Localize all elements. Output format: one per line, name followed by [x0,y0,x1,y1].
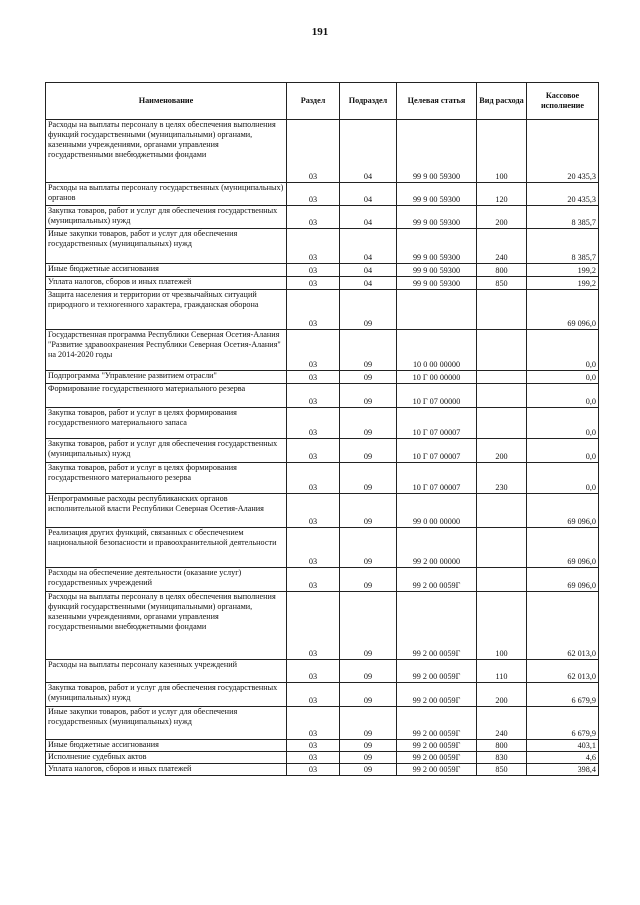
row-expense-type: 120 [477,183,527,206]
row-name: Защита населения и территории от чрезвычайных ситуаций природного и техногенного характера, гражданская оборона [46,290,287,330]
row-name: Расходы на выплаты персоналу в целях обеспечения выполнения функций государственными (муниципальными) органами, казенными учреждениями, органами управления государственными внебюджетными фондами [46,120,287,183]
row-subsection: 09 [340,752,397,764]
row-amount: 20 435,3 [527,183,599,206]
row-name: Иные бюджетные ассигнования [46,264,287,277]
row-subsection: 04 [340,229,397,264]
row-target-article: 99 9 00 59300 [397,277,477,290]
row-subsection: 09 [340,740,397,752]
table-row [46,408,599,439]
row-section: 03 [287,371,340,384]
row-amount: 69 096,0 [527,528,599,568]
row-subsection: 09 [340,592,397,660]
row-expense-type [477,330,527,371]
row-target-article: 10 Г 07 00007 [397,463,477,494]
row-subsection: 09 [340,463,397,494]
row-subsection: 09 [340,683,397,707]
row-amount: 69 096,0 [527,290,599,330]
row-section: 03 [287,408,340,439]
row-name: Иные бюджетные ассигнования [46,740,287,752]
row-amount: 20 435,3 [527,120,599,183]
table-row [46,528,599,568]
row-amount: 0,0 [527,439,599,463]
row-target-article [397,290,477,330]
row-amount: 0,0 [527,384,599,408]
row-name: Подпрограмма "Управление развитием отрасли" [46,371,287,384]
row-section: 03 [287,764,340,776]
row-amount: 0,0 [527,408,599,439]
row-name: Реализация других функций, связанных с обеспечением национальной безопасности и правоохранительной деятельности [46,528,287,568]
row-target-article: 99 9 00 59300 [397,183,477,206]
row-expense-type [477,371,527,384]
row-target-article: 10 Г 07 00007 [397,408,477,439]
row-target-article: 99 2 00 0059Г [397,683,477,707]
row-section: 03 [287,439,340,463]
row-target-article: 99 2 00 0059Г [397,568,477,592]
row-expense-type: 850 [477,277,527,290]
row-expense-type: 200 [477,439,527,463]
table-row [46,568,599,592]
header-subsection: Подраздел [340,83,397,120]
header-target-article: Целевая статья [397,83,477,120]
row-amount: 0,0 [527,371,599,384]
row-target-article: 10 Г 07 00007 [397,439,477,463]
row-subsection: 09 [340,290,397,330]
row-subsection: 09 [340,330,397,371]
row-amount: 69 096,0 [527,568,599,592]
header-expense-type: Вид расхода [477,83,527,120]
row-expense-type: 240 [477,707,527,740]
row-expense-type: 110 [477,660,527,683]
page-number: 191 [311,26,329,38]
row-name: Формирование государственного материального резерва [46,384,287,408]
row-amount: 8 385,7 [527,206,599,229]
row-expense-type: 850 [477,764,527,776]
table-row [46,120,599,183]
row-expense-type [477,528,527,568]
row-subsection: 09 [340,660,397,683]
row-amount: 0,0 [527,463,599,494]
row-target-article: 99 2 00 0059Г [397,752,477,764]
row-section: 03 [287,463,340,494]
row-expense-type: 800 [477,740,527,752]
row-name: Государственная программа Республики Северная Осетия-Алания "Развитие здравоохранения Республики Северная Осетия-Алания" на 2014-2020 годы [46,330,287,371]
row-target-article: 10 Г 00 00000 [397,371,477,384]
row-target-article: 99 2 00 00000 [397,528,477,568]
row-section: 03 [287,120,340,183]
row-amount: 6 679,9 [527,683,599,707]
table-row [46,494,599,528]
row-expense-type [477,568,527,592]
row-target-article: 10 0 00 00000 [397,330,477,371]
row-amount: 8 385,7 [527,229,599,264]
header-cash-execution: Кассовое исполнение [527,83,599,120]
table-row [46,764,599,776]
table-header-row [46,83,599,120]
row-name: Расходы на выплаты персоналу казенных учреждений [46,660,287,683]
row-amount: 62 013,0 [527,592,599,660]
row-subsection: 04 [340,183,397,206]
row-subsection: 04 [340,277,397,290]
row-target-article: 10 Г 07 00000 [397,384,477,408]
row-expense-type [477,494,527,528]
row-expense-type [477,290,527,330]
row-subsection: 09 [340,371,397,384]
row-amount: 199,2 [527,264,599,277]
row-amount: 0,0 [527,330,599,371]
row-section: 03 [287,264,340,277]
row-target-article: 99 9 00 59300 [397,229,477,264]
row-section: 03 [287,330,340,371]
row-subsection: 04 [340,120,397,183]
table-row [46,290,599,330]
row-subsection: 09 [340,764,397,776]
row-amount: 62 013,0 [527,660,599,683]
row-subsection: 09 [340,528,397,568]
row-expense-type [477,384,527,408]
table-row [46,277,599,290]
row-target-article: 99 9 00 59300 [397,206,477,229]
row-name: Расходы на обеспечение деятельности (оказание услуг) государственных учреждений [46,568,287,592]
row-target-article: 99 0 00 00000 [397,494,477,528]
row-subsection: 09 [340,384,397,408]
row-amount: 403,1 [527,740,599,752]
row-target-article: 99 9 00 59300 [397,264,477,277]
row-name: Уплата налогов, сборов и иных платежей [46,277,287,290]
row-amount: 199,2 [527,277,599,290]
row-section: 03 [287,494,340,528]
row-expense-type: 200 [477,683,527,707]
row-section: 03 [287,528,340,568]
row-name: Расходы на выплаты персоналу государственных (муниципальных) органов [46,183,287,206]
row-section: 03 [287,568,340,592]
row-expense-type: 100 [477,120,527,183]
row-expense-type: 200 [477,206,527,229]
row-name: Уплата налогов, сборов и иных платежей [46,764,287,776]
row-amount: 6 679,9 [527,707,599,740]
row-target-article: 99 2 00 0059Г [397,660,477,683]
row-expense-type: 830 [477,752,527,764]
row-expense-type: 800 [477,264,527,277]
table-row [46,463,599,494]
row-amount: 4,6 [527,752,599,764]
row-name: Расходы на выплаты персоналу в целях обеспечения выполнения функций государственными (муниципальными) органами, казенными учреждениями, органами управления государственными внебюджетными фондами [46,592,287,660]
row-name: Иные закупки товаров, работ и услуг для обеспечения государственных (муниципальных) нужд [46,229,287,264]
table-row [46,707,599,740]
table-row [46,330,599,371]
row-section: 03 [287,183,340,206]
row-name: Иные закупки товаров, работ и услуг для обеспечения государственных (муниципальных) нужд [46,707,287,740]
row-expense-type: 230 [477,463,527,494]
header-name: Наименование [46,83,287,120]
row-target-article: 99 2 00 0059Г [397,740,477,752]
table-row [46,592,599,660]
row-name: Закупка товаров, работ и услуг для обеспечения государственных (муниципальных) нужд [46,206,287,229]
row-name: Закупка товаров, работ и услуг в целях формирования государственного материального запаса [46,408,287,439]
table-row [46,384,599,408]
table-row [46,683,599,707]
row-section: 03 [287,707,340,740]
row-section: 03 [287,752,340,764]
row-amount: 398,4 [527,764,599,776]
row-section: 03 [287,229,340,264]
budget-execution-table [45,82,599,776]
row-section: 03 [287,740,340,752]
table-row [46,371,599,384]
row-name: Закупка товаров, работ и услуг для обеспечения государственных (муниципальных) нужд [46,439,287,463]
row-amount: 69 096,0 [527,494,599,528]
header-section: Раздел [287,83,340,120]
row-section: 03 [287,384,340,408]
row-subsection: 09 [340,439,397,463]
row-target-article: 99 2 00 0059Г [397,592,477,660]
row-expense-type: 240 [477,229,527,264]
row-section: 03 [287,660,340,683]
table-row [46,206,599,229]
row-subsection: 09 [340,494,397,528]
row-section: 03 [287,592,340,660]
table-row [46,229,599,264]
row-subsection: 09 [340,568,397,592]
table-row [46,660,599,683]
row-name: Исполнение судебных актов [46,752,287,764]
row-subsection: 09 [340,408,397,439]
row-name: Закупка товаров, работ и услуг для обеспечения государственных (муниципальных) нужд [46,683,287,707]
row-section: 03 [287,206,340,229]
row-target-article: 99 2 00 0059Г [397,764,477,776]
row-name: Закупка товаров, работ и услуг в целях формирования государственного материального резерва [46,463,287,494]
row-subsection: 04 [340,264,397,277]
row-section: 03 [287,290,340,330]
table-row [46,740,599,752]
row-expense-type: 100 [477,592,527,660]
row-subsection: 04 [340,206,397,229]
table-row [46,439,599,463]
row-target-article: 99 2 00 0059Г [397,707,477,740]
table-row [46,264,599,277]
table-row [46,183,599,206]
row-section: 03 [287,277,340,290]
row-subsection: 09 [340,707,397,740]
row-expense-type [477,408,527,439]
row-section: 03 [287,683,340,707]
table-row [46,752,599,764]
row-target-article: 99 9 00 59300 [397,120,477,183]
row-name: Непрограммные расходы республиканских органов исполнительной власти Республики Северная Осетия-Алания [46,494,287,528]
